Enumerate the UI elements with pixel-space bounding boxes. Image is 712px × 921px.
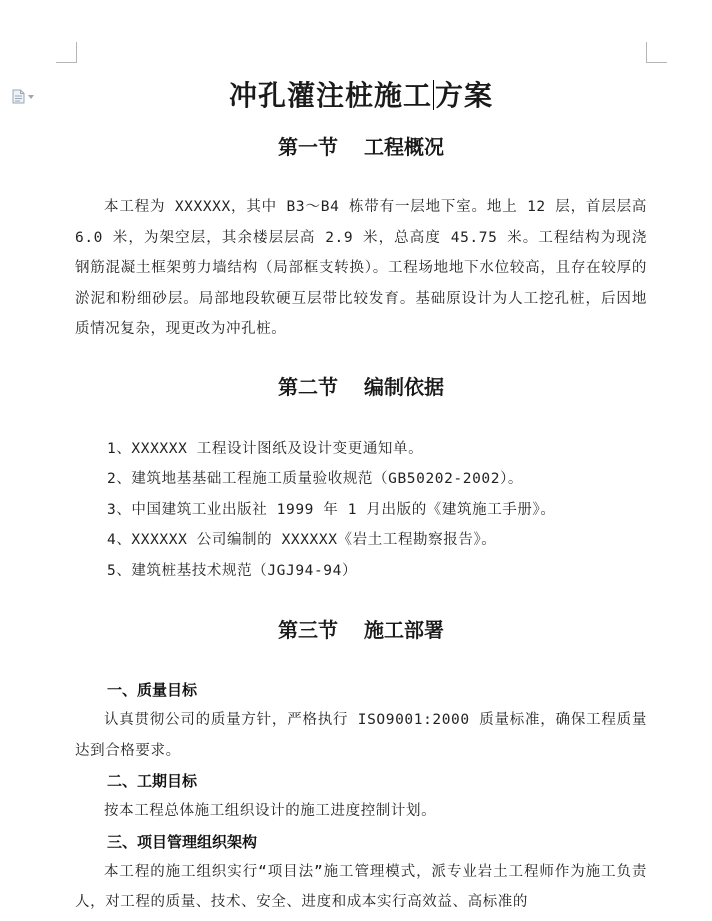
document-icon (12, 89, 25, 104)
list-item: 1、XXXXXX 工程设计图纸及设计变更通知单。 (107, 440, 424, 457)
section-number: 第一节 (278, 135, 338, 159)
list-item: 3、中国建筑工业出版社 1999 年 1 月出版的《建筑施工手册》。 (107, 501, 556, 518)
subsection-heading-quality: 一、质量目标 (107, 681, 198, 699)
basis-list (75, 434, 647, 587)
title-text-part1: 冲孔灌注桩施工 (228, 79, 432, 112)
paragraph-options-button[interactable] (12, 89, 34, 104)
section-heading-2 (75, 372, 647, 402)
subsection-text-quality: 认真贯彻公司的质量方针，严格执行 ISO9001:2000 质量标准，确保工程质量达到合格要求。 (75, 712, 647, 759)
list-item: 2、建筑地基基础工程施工质量验收规范（GB50202-2002）。 (107, 471, 524, 487)
section-name: 编制依据 (364, 374, 444, 399)
title-text-part2: 方案 (435, 79, 494, 112)
section-heading-3 (75, 615, 647, 645)
chevron-down-icon (28, 95, 34, 99)
subsection-text-organization: 本工程的施工组织实行“项目法”施工管理模式，派专业岩土工程师作为施工负责人，对工程的质量、技术、安全、进度和成本实行高效益、高标准的 (75, 863, 647, 910)
text-cursor (433, 80, 434, 110)
margin-corner-top-left (56, 42, 77, 63)
margin-corner-top-right (646, 42, 667, 63)
overview-paragraph: 本工程为 XXXXXX，其中 B3～B4 栋带有一层地下室。地上 12 层，首层层高 6.0 米，为架空层，其余楼层层高 2.9 米，总高度 45.75 米。工程结构为现浇钢筋混凝土框架剪力墙结构（局部框支转换）。工程场地地下水位较高，且存在较厚的淤泥和粉细砂层。局部地段软硬互层带比较发育。基础原设计为人工挖孔桩，后因地质情况复杂，现更改为冲孔桩。 (75, 199, 647, 337)
document-page[interactable] (75, 74, 647, 918)
section-number: 第三节 (278, 618, 338, 642)
subsection-heading-schedule: 二、工期目标 (107, 772, 198, 790)
section-heading-1 (75, 132, 647, 162)
document-title (75, 74, 647, 118)
section-number: 第二节 (278, 374, 338, 399)
deployment-content (75, 675, 647, 918)
section-name: 工程概况 (364, 135, 444, 159)
list-item: 4、XXXXXX 公司编制的 XXXXXX《岩土工程勘察报告》。 (107, 532, 497, 548)
subsection-text-schedule: 按本工程总体施工组织设计的施工进度控制计划。 (104, 803, 437, 819)
list-item: 5、建筑桩基技术规范（JGJ94-94） (107, 562, 358, 579)
section-name: 施工部署 (364, 618, 444, 642)
subsection-heading-organization: 三、项目管理组织架构 (107, 832, 258, 851)
